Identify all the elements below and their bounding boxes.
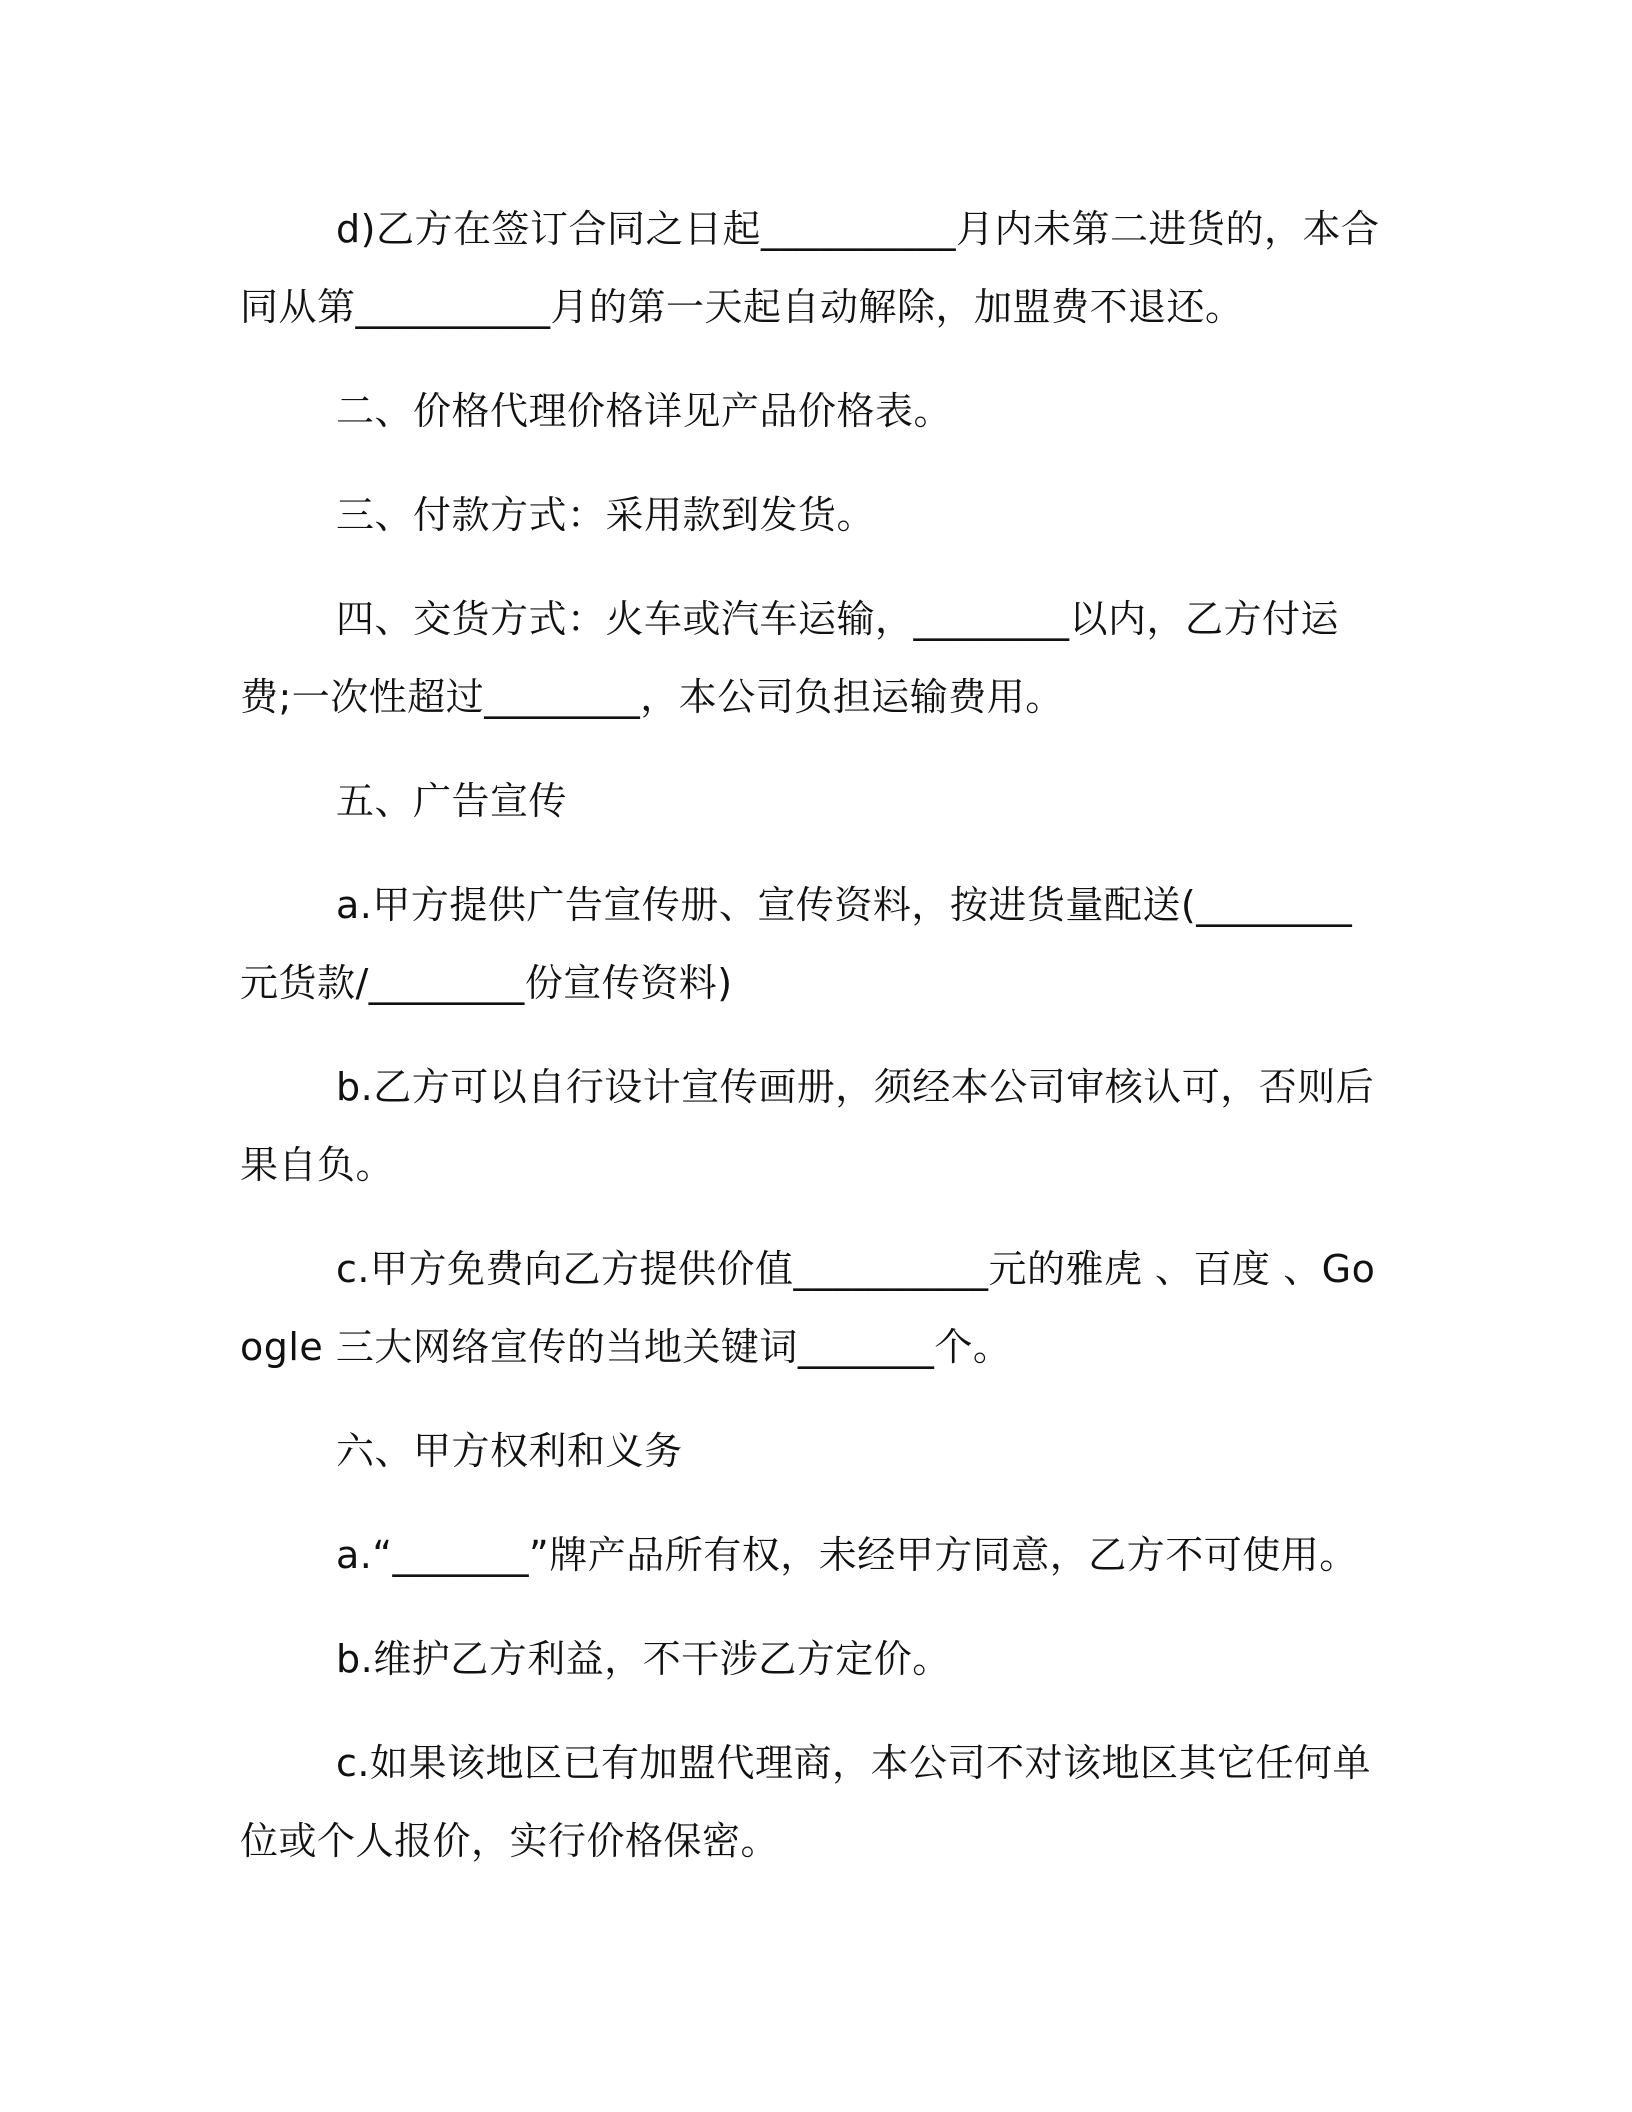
section-3-payment: 三、付款方式：采用款到发货。 xyxy=(336,493,876,537)
section-6-heading: 六、甲方权利和义务 xyxy=(336,1429,683,1473)
clause-5a: a.甲方提供广告宣传册、宣传资料，按进货量配送(________元货款/________份宣传资料) xyxy=(240,883,1353,1005)
section-5-heading: 五、广告宣传 xyxy=(336,779,568,823)
section-4-delivery: 四、交货方式：火车或汽车运输，________以内，乙方付运费;一次性超过________，本公司负担运输费用。 xyxy=(240,597,1340,719)
section-2-pricing: 二、价格代理价格详见产品价格表。 xyxy=(336,389,953,433)
clause-5b: b.乙方可以自行设计宣传画册，须经本公司审核认可，否则后果自负。 xyxy=(240,1065,1375,1187)
clause-d-termination: d)乙方在签订合同之日起__________月内未第二进货的，本合同从第__________月的第一天起自动解除，加盟费不退还。 xyxy=(240,207,1380,329)
clause-5c: c.甲方免费向乙方提供价值__________元的雅虎 、百度 、Google 三大网络宣传的当地关键词_______个。 xyxy=(240,1247,1376,1369)
clause-6a: a.“_______”牌产品所有权，未经甲方同意，乙方不可使用。 xyxy=(336,1533,1358,1577)
clause-6b: b.维护乙方利益，不干涉乙方定价。 xyxy=(336,1637,951,1681)
clause-6c: c.如果该地区已有加盟代理商，本公司不对该地区其它任何单位或个人报价，实行价格保密。 xyxy=(240,1741,1371,1863)
document-body xyxy=(240,190,1380,1906)
